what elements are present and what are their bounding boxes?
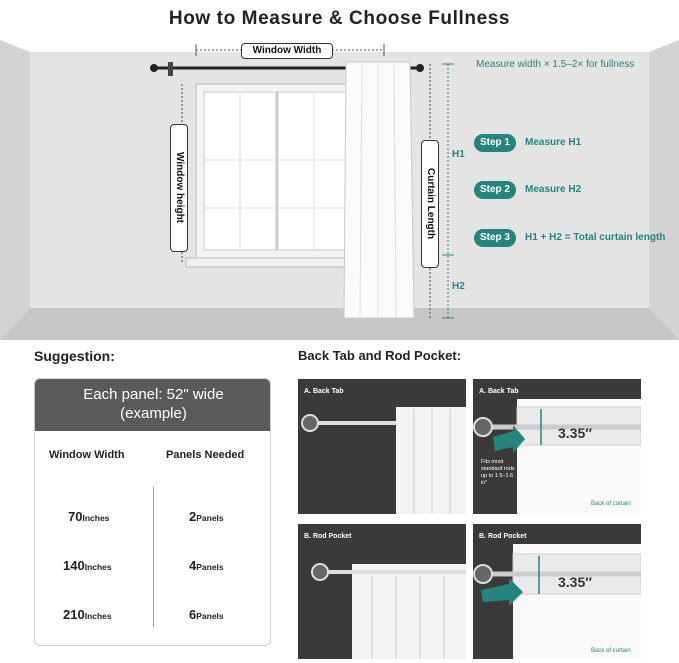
rod-pocket-front-panel: [298, 524, 466, 659]
rod-pocket-detail-drawing: [473, 524, 641, 659]
panel-a2-dimension: 3.35′′: [558, 425, 592, 441]
back-tab-front-panel: [298, 379, 466, 514]
suggestion-heading: Suggestion:: [34, 348, 115, 364]
curtain-length-label: Curtain Length: [421, 140, 439, 268]
page-title: How to Measure & Choose Fullness: [168, 8, 511, 29]
window-height-label: Window height: [170, 124, 188, 252]
row-2-panels: 4Panels: [189, 558, 224, 573]
panel-b2-caption: Back of curtain: [591, 648, 631, 654]
back-tab-detail-drawing: [473, 379, 641, 514]
panel-b1-label: B. Rod Pocket: [304, 533, 352, 540]
h1-label: H1: [452, 149, 465, 160]
panel-a2-caption: Back of curtain: [591, 501, 631, 507]
row-1-panels: 2Panels: [189, 509, 224, 524]
panel-a1-label: A. Back Tab: [304, 388, 344, 395]
rod-pocket-front-drawing: [298, 524, 466, 659]
card-title-line1: Each panel: 52" wide: [83, 386, 224, 403]
fullness-note: Measure width × 1.5–2× for fullness: [476, 59, 635, 70]
room-illustration: [0, 40, 679, 340]
row-1-width: 70Inches: [68, 509, 110, 524]
back-tab-front-drawing: [298, 379, 466, 514]
row-2-width: 140Inches: [63, 558, 112, 573]
right-wall: [649, 40, 679, 340]
floor: [0, 308, 679, 340]
window-width-label: Window Width: [241, 43, 333, 59]
panel-a2-note: Fits most standard rods up to 1.5–1.6 in": [481, 459, 515, 486]
step-2-pill: Step 2: [474, 181, 516, 199]
panel-b2-label: B. Rod Pocket: [479, 533, 527, 540]
step-2-text: Measure H2: [525, 184, 582, 195]
column-divider: [153, 487, 154, 627]
backtab-heading: Back Tab and Rod Pocket:: [298, 348, 462, 363]
window-sill: [186, 258, 368, 267]
curtain-panel: [344, 62, 414, 318]
row-3-width: 210Inches: [63, 607, 112, 622]
panel-suggestion-card: [34, 378, 271, 646]
step-3-text: H1 + H2 = Total curtain length: [525, 232, 666, 243]
step-1-text: Measure H1: [525, 137, 582, 148]
card-header: [35, 379, 271, 431]
col-window-width: Window Width: [49, 449, 125, 461]
back-tab-detail-panel: [473, 379, 641, 514]
step-3-pill: Step 3: [474, 229, 516, 247]
rod-pocket-detail-panel: [473, 524, 641, 659]
row-3-panels: 6Panels: [189, 607, 224, 622]
panel-a2-label: A. Back Tab: [479, 388, 519, 395]
col-panels-needed: Panels Needed: [166, 449, 245, 461]
h2-label: H2: [452, 281, 465, 292]
card-title-line2: (example): [120, 405, 187, 422]
panel-b2-dimension: 3.35′′: [558, 574, 592, 590]
step-1-pill: Step 1: [474, 134, 516, 152]
left-wall: [0, 40, 30, 340]
